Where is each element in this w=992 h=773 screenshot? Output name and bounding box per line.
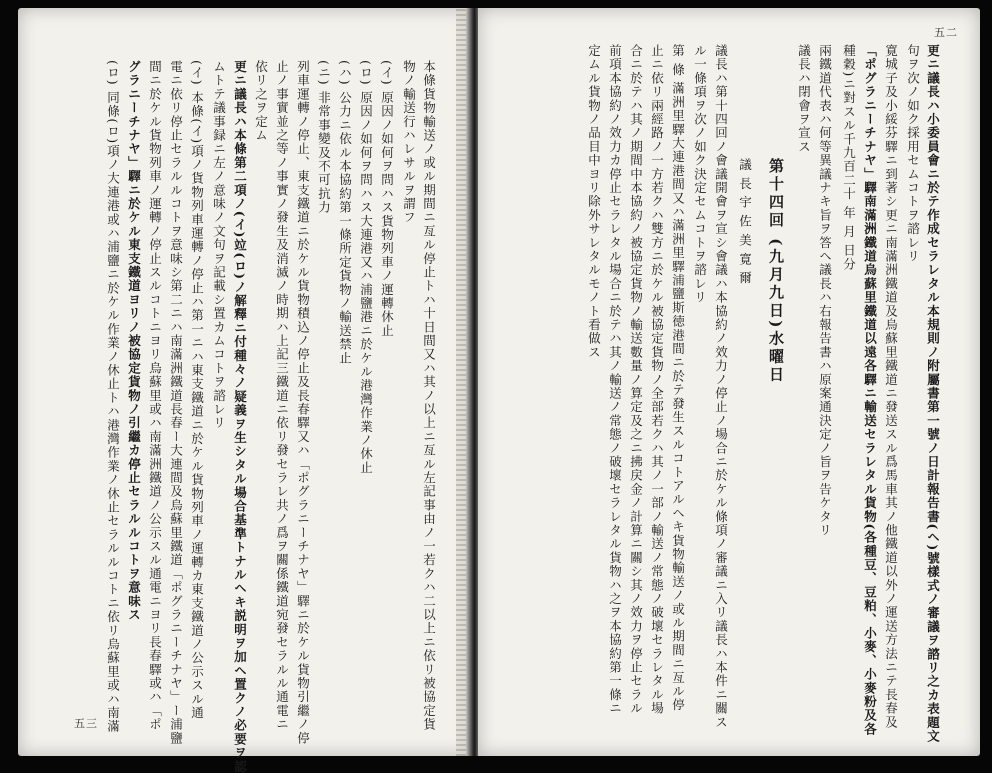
left-column-10: 更ニ議長ハ本條第二項ノ(イ)竝(ロ)ノ解釋ニ付種々ノ疑義ヲ生シタル場合基準トナルヘキ説明ヲ加ヘ置クノ必要ヲ認	[232, 60, 248, 773]
right-page	[478, 8, 980, 756]
left-column-6: (ニ) 非常事變及不可抗力	[316, 60, 332, 215]
right-column-15: 前項本協約ノ效力カ停止セラレタル場合ニ於テハ其ノ輸送ノ常態ノ破壞セラレタル貨物ハ之ヲ本協約第一條ニ	[607, 44, 623, 716]
chairman-line: 議 長 宇 佐 美 寛 爾	[737, 158, 753, 285]
right-column-1: 更ニ議長ハ小委員會ニ於テ作成セラレタル本規則ノ附屬書第一號ノ日計報告書(ヘ)號樣式ノ審議ヲ諮リ之カ表題文	[925, 44, 941, 744]
right-column-11: ル一條項ヲ次ノ如ク決定セムコトヲ諮レリ	[692, 44, 708, 305]
right-column-13: 止ニ依リ兩經路ノ一方若クハ雙方ニ於ケル被協定貨物ノ全部若クハ其ノ一部ノ輸送ノ常態ノ破壞セラレタル場	[649, 44, 665, 716]
left-column-16: (ロ) 同條(ロ)項ノ大連港或ハ浦鹽ニ於ケル作業ノ休止トハ港灣作業ノ休止セラルルコトニ依リ烏蘇里或ハ南滿	[105, 60, 121, 734]
right-column-2: 句ヲ次ノ如ク採用セムコトヲ諮レリ	[905, 44, 921, 264]
right-column-3: 寛城子及小綏芬驛ニ到著シ更ニ南滿洲鐵道及烏蘇里鐵道ニ發送スル爲馬車其ノ他鐵道以外ノ運送方法ニテ長春及	[883, 44, 899, 729]
left-column-13: 電ニ依リ停止セラルルコトヲ意味シ第二ニハ南滿洲鐵道長春ー大連間及烏蘇里鐵道「ポグラニーチナヤ」ー浦鹽	[168, 60, 184, 745]
left-column-9: 依リ之ヲ定ム	[253, 60, 269, 143]
right-column-12: 第 條 滿洲里驛大連港間又ハ滿洲里驛浦鹽斯徳港間ニ於テ發生スルコトアルヘキ貨物輸送ノ或ル期間ニ亙ル停	[670, 44, 686, 712]
right-column-4: 「ポグラニーチナヤ」驛南滿洲鐵道烏蘇里鐵道以遠各驛ニ輸送セラレタル貨物(各種豆、豆粕、小麥、小麥粉及各	[862, 44, 878, 737]
left-column-8: 止ノ事實並之等ノ事實ノ發生及消滅ノ時期ハ上記三鐵道ニ依リ發セラレ共ノ爲ヲ關係鐵道宛發セラルル通電ニ	[274, 60, 290, 732]
right-column-6: 兩鐵道代表ハ何等異議ナキ旨ヲ答ヘ議長ハ右報告書ハ原案通決定ノ旨ヲ告ケタリ	[817, 44, 833, 538]
session-heading: 第十四回 (九月九日)水曜日	[767, 158, 785, 385]
right-column-5: 種穀)ニ對スル千九百二十 年 月 日分	[841, 44, 857, 272]
left-column-12: (イ) 本條(イ)項ノ貨物列車運轉ノ停止ハ第一ニハ東支鐵道ニ於ケル貨物列車ノ運轉カ東支鐵道ノ公示スル通	[189, 60, 205, 720]
left-column-4: (ロ) 原因ノ如何ヲ問ハス大連港又ハ浦鹽港ニ於ケル港灣作業ノ休止	[358, 60, 374, 475]
left-page-edge	[456, 8, 466, 756]
right-column-7: 議長ハ閉會ヲ宣ス	[796, 44, 812, 154]
right-column-14: 合ニ於テハ其ノ期間中本協約ノ被協定貨物ノ輸送數量ノ算定及之ニ拂戻金ノ計算ニ關シ其ノ效力ヲ停止セラル	[628, 44, 644, 716]
left-column-3: (イ) 原因ノ如何ヲ問ハス貨物列車ノ運轉休止	[379, 60, 395, 338]
left-column-5: (ハ) 公力ニ依ル本協約第一條所定貨物ノ輸送禁止	[337, 60, 353, 366]
left-page	[18, 8, 472, 773]
left-column-1: 本條貨物輸送ノ或ル期間ニ亙ル停止トハ十日間又ハ其ノ以上ニ亙ル左記事由ノ一若クハ二以上ニ依リ被協定貨	[421, 60, 437, 732]
right-page-number: 五二	[934, 26, 958, 39]
right-column-10: 議長ハ第十四回ノ會議開會ヲ宣シ會議ハ本協約ノ效力ノ停止ノ場合ニ於ケル條項ノ審議ニ入リ議長ハ本件ニ關ス	[713, 44, 729, 729]
right-column-16: 定ムル貨物ノ品目中ヨリ除外サレタルモノト看做ス	[586, 44, 602, 360]
left-column-14: 間ニ於ケル貨物列車ノ運轉ノ停止スルコトニヨリ烏蘇里或ハ南滿洲鐵道ノ公示スル通電ニヨリ長春驛或ハ「ポ	[147, 60, 163, 732]
left-column-15: グラニーチナヤ」驛ニ於ケル東支鐵道ヨリノ被協定貨物ノ引繼カ停止セラルルコトヲ意味ス	[126, 60, 142, 622]
left-column-11: ムトテ議事録ニ左ノ意味ノ文句ヲ記載シ置カムコトヲ諮レリ	[211, 60, 227, 430]
left-page-number: 五三	[74, 717, 98, 730]
left-column-7: 列車運轉ノ停止、東支鐵道ニ於ケル貨物積込ノ停止及長春驛又ハ「ポグラニーチナヤ」驛ニ於ケル貨物引繼ノ停	[295, 60, 311, 745]
left-column-2: 物ノ輸送行ハレサルヲ謂フ	[401, 60, 417, 225]
